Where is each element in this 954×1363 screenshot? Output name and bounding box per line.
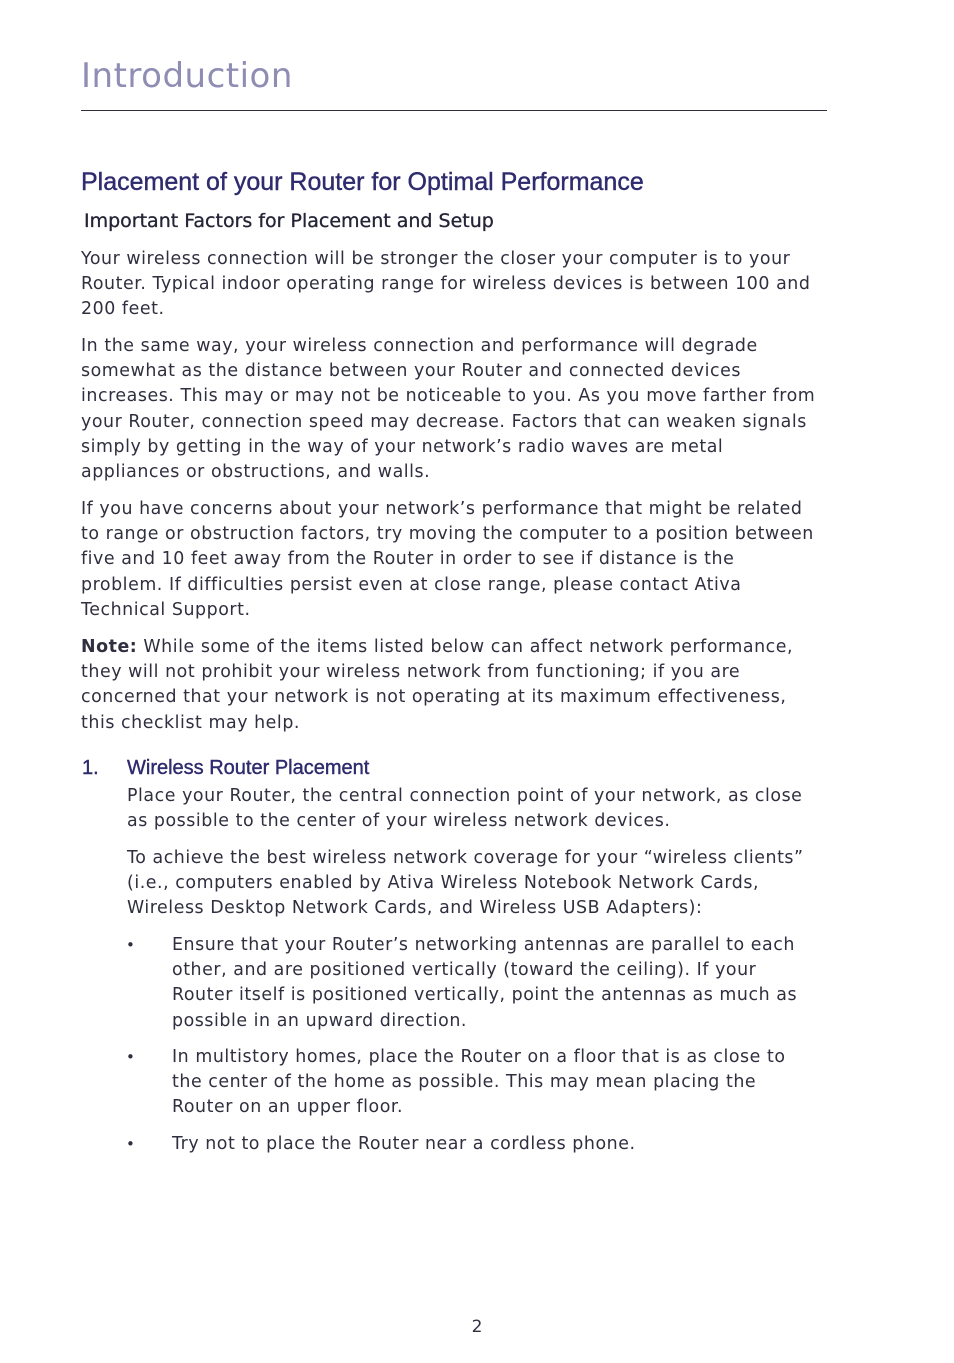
page-number: 2 <box>471 1317 483 1337</box>
bullet-item-antennas: Ensure that your Router’s networking antennas are parallel to each other, and are positioned vertically (toward the ceiling). If your Router itself is positioned vertically, point the antennas as much as possible in an upward direction. <box>172 935 798 1031</box>
section-subheading: Important Factors for Placement and Setup <box>84 210 494 232</box>
bullet-icon: • <box>126 1048 135 1066</box>
chapter-title: Introduction <box>81 56 293 96</box>
bullet-icon: • <box>126 1135 135 1153</box>
bullet-item-cordless-phone: Try not to place the Router near a cordless phone. <box>172 1134 636 1154</box>
chapter-divider <box>81 110 827 111</box>
note-text: While some of the items listed below can affect network performance, they will not prohibit your wireless network from functioning; if you are concerned that your network is not operating at its maximum effectiveness, this checklist may help. <box>81 637 794 733</box>
bullet-icon: • <box>126 936 135 954</box>
note-paragraph <box>81 635 821 736</box>
paragraph-concerns: If you have concerns about your network’s performance that might be related to range or obstruction factors, try moving the computer to a position between five and 10 feet away from the Router in order to see if distance is the problem. If difficulties persist even at close range, please contact Ativa Technical Support. <box>81 499 814 620</box>
section-heading: Placement of your Router for Optimal Performance <box>81 168 644 196</box>
list-item-heading: Wireless Router Placement <box>127 757 370 779</box>
paragraph-range: Your wireless connection will be stronger the closer your computer is to your Router. Typical indoor operating range for wireless devices is between 100 and 200 feet. <box>81 249 811 320</box>
note-label: Note: <box>81 637 138 657</box>
list-paragraph-placement: Place your Router, the central connection point of your network, as close as possible to the center of your wireless network devices. <box>127 786 803 832</box>
list-item-number: 1. <box>82 757 99 779</box>
paragraph-degradation: In the same way, your wireless connection and performance will degrade somewhat as the distance between your Router and connected devices increases. This may or may not be noticeable to you. As you move farther from your Router, connection speed may decrease. Factors that can weaken signals simply by getting in the way of your network’s radio waves are metal appliances or obstructions, and walls. <box>81 336 816 483</box>
bullet-item-multistory: In multistory homes, place the Router on a floor that is as close to the center of the home as possible. This may mean placing the Router on an upper floor. <box>172 1047 786 1118</box>
list-paragraph-coverage: To achieve the best wireless network coverage for your “wireless clients” (i.e., computers enabled by Ativa Wireless Notebook Network Cards, Wireless Desktop Network Cards, and Wireless USB Adapters): <box>127 848 804 919</box>
